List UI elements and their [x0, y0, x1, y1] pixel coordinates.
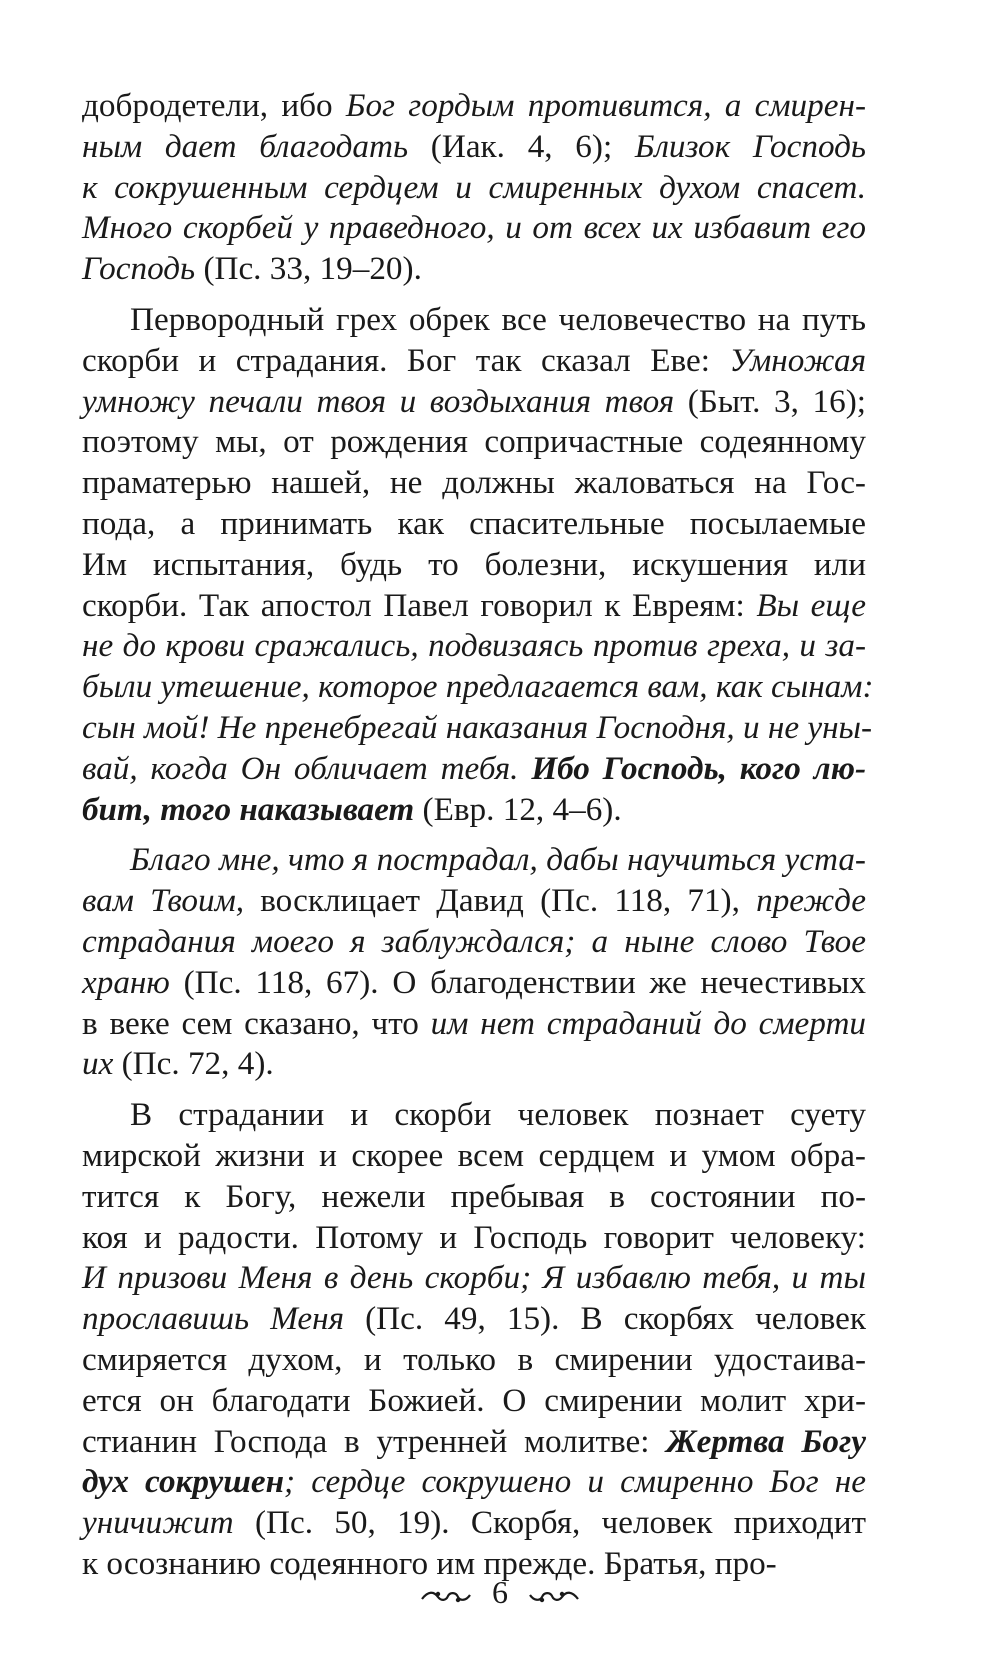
text-run: (Пс. 50, 19). Скорбя, человек приходит [233, 1504, 866, 1542]
paragraph [82, 1095, 866, 1585]
text-run: прежде [756, 882, 866, 920]
text-line [82, 1422, 866, 1463]
text-line [82, 626, 866, 667]
text-run: добродетели, ибо [82, 87, 346, 124]
text-run: ется он благодати Божией. О смирении молит хри- [82, 1381, 866, 1419]
paragraph [82, 840, 866, 1085]
text-line [82, 127, 866, 168]
text-run: в веке сем сказано, что [82, 1004, 431, 1042]
text-run: (Иак. 4, 6); [408, 127, 635, 165]
text-line [82, 790, 866, 831]
text-line [82, 922, 866, 963]
text-run: тится к Богу, нежели пребывая в состоянии по- [82, 1177, 866, 1215]
text-run: (Быт. 3, 16); [674, 382, 866, 420]
text-line [82, 1299, 866, 1340]
text-line [82, 1462, 866, 1503]
text-run: умножу печали твоя и воздыхания твоя [82, 382, 675, 420]
text-line [82, 1004, 866, 1045]
text-line [82, 1381, 866, 1422]
text-line [82, 168, 866, 209]
text-run: Благо мне, что я пострадал, дабы научиться уста- [130, 841, 866, 879]
text-line [82, 545, 866, 586]
text-run: скорби. Так апостол Павел говорил к Евреям: [82, 586, 757, 624]
text-run: (Пс. 49, 15). В скорбях человек [344, 1300, 866, 1338]
text-run: (Пс. 72, 4). [113, 1045, 274, 1083]
text-run: к осознанию содеянного им прежде. Братья, про- [82, 1544, 777, 1582]
text-run: были утешение, которое предлагается вам, как сынам: [82, 668, 874, 706]
text-run: Близок Господь [634, 127, 866, 165]
text-run: коя и радости. Потому и Господь говорит человеку: [82, 1218, 866, 1256]
text-line [82, 667, 874, 708]
text-run: сын мой! Не пренебрегай наказания Господня, и не уны- [82, 708, 873, 746]
text-run: Ибо Господь, кого лю- [531, 749, 866, 787]
text-run: (Евр. 12, 4–6). [414, 790, 622, 828]
text-run: восклицает Давид (Пс. 118, 71), [244, 882, 757, 920]
text-run: Много скорбей у праведного, и от всех их избавит его [82, 209, 866, 247]
text-run: Умножая [729, 341, 866, 379]
paragraph-gap [82, 1085, 866, 1095]
text-run: ; сердце сокрушено и смиренно Бог не [284, 1463, 866, 1501]
page-number: 6 [492, 1574, 508, 1610]
text-line [82, 840, 866, 881]
text-line [82, 1095, 866, 1136]
text-line [82, 341, 866, 382]
text-run: Господь [82, 250, 196, 288]
text-run: Вы еще [756, 586, 866, 624]
text-run: В страдании и скорби человек познает суету [130, 1096, 866, 1134]
text-line [82, 1136, 866, 1177]
ornament-left-icon [420, 1576, 474, 1616]
text-run: к сокрушенным сердцем и смиренных духом спасет. [82, 168, 866, 206]
paragraph-gap [82, 290, 866, 300]
text-line [82, 86, 866, 127]
paragraph [82, 86, 866, 290]
text-run: храню [82, 963, 170, 1001]
text-run: смиряется духом, и только в смирении удостаива- [82, 1340, 866, 1378]
text-line [82, 1503, 866, 1544]
text-line [82, 749, 866, 790]
text-line [82, 1177, 866, 1218]
text-line [82, 208, 866, 249]
text-run: Первородный грех обрек все человечество на путь [130, 300, 866, 338]
text-run: Бог гордым противится, а смирен- [345, 87, 866, 124]
text-line [82, 1044, 866, 1085]
text-line [82, 422, 866, 463]
text-run: их [82, 1045, 114, 1083]
text-line [82, 504, 866, 545]
text-run: праматерью нашей, не должны жаловаться на Гос- [82, 464, 866, 502]
text-run: скорби и страдания. Бог так сказал Еве: [82, 341, 730, 379]
text-run: мирской жизни и скорее всем сердцем и умом обра- [82, 1136, 866, 1174]
text-line [82, 1218, 866, 1259]
text-run: Им испытания, будь то болезни, искушения или [82, 545, 866, 583]
text-line [82, 382, 866, 423]
text-run: прославишь Меня [82, 1300, 345, 1338]
text-line [82, 249, 866, 290]
text-run: Жертва Богу [666, 1422, 866, 1460]
text-line [82, 963, 866, 1004]
paragraph [82, 300, 874, 830]
ornament-right-icon [526, 1576, 580, 1616]
text-line [82, 300, 866, 341]
text-run: вай, когда Он обличает тебя. [82, 749, 532, 787]
text-line [82, 1340, 866, 1381]
text-run: пода, а принимать как спасительные посылаемые [82, 504, 866, 542]
text-run: страдания моего я заблуждался; а ныне слово Твое [82, 922, 866, 960]
text-run: уничижит [82, 1504, 234, 1542]
text-run: поэтому мы, от рождения сопричастные содеянному [82, 423, 866, 461]
paragraph-gap [82, 830, 866, 840]
text-run: ным дает благодать [82, 127, 409, 165]
text-line [82, 1258, 866, 1299]
text-line [82, 463, 866, 504]
text-run: вам Твоим, [82, 882, 245, 920]
page-footer [0, 1572, 1000, 1616]
text-run: (Пс. 118, 67). О благоденствии же нечестивых [169, 963, 866, 1001]
text-run: дух сокрушен [82, 1463, 285, 1501]
page-text [82, 86, 874, 1585]
text-run: не до крови сражались, подвизаясь против греха, и за- [82, 627, 866, 665]
text-run: стианин Господа в утренней молитве: [82, 1422, 667, 1460]
text-line [82, 586, 866, 627]
text-run: им нет страданий до смерти [430, 1004, 866, 1042]
text-line [82, 881, 866, 922]
text-line [82, 708, 873, 749]
text-run: (Пс. 33, 19–20). [195, 250, 422, 288]
text-run: бит, того наказывает [82, 790, 415, 828]
text-run: И призови Меня в день скорби; Я избавлю тебя, и ты [82, 1259, 866, 1297]
